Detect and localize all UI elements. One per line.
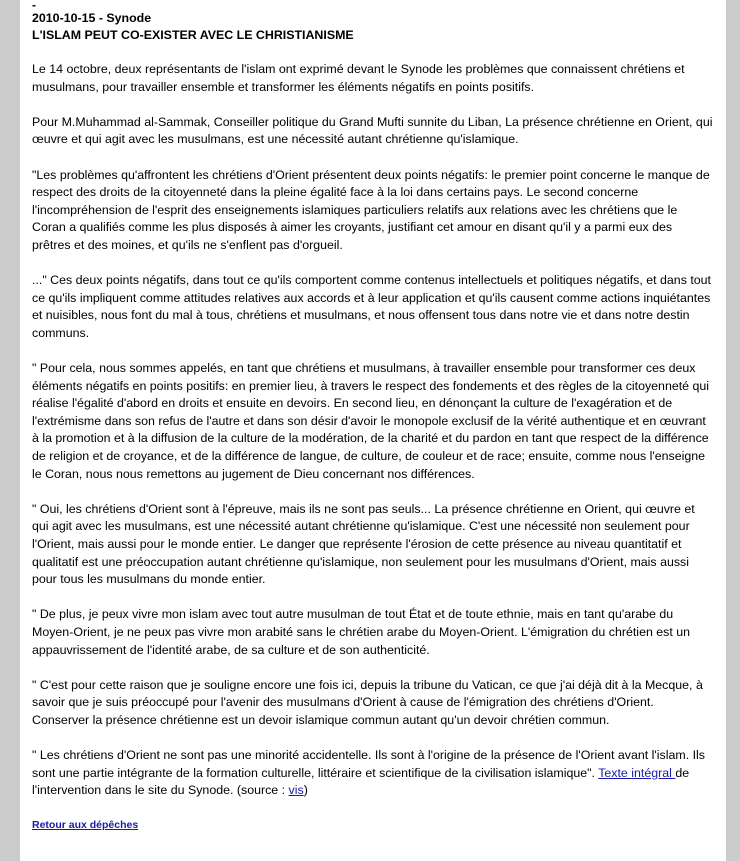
paragraph-1: Le 14 octobre, deux représentants de l'islam ont exprimé devant le Synode les problèmes que connaissent chrétiens et musulmans, pour travailler ensemble et transformer les éléments négatifs en points positifs.: [32, 62, 685, 94]
paragraph-8: " C'est pour cette raison que je souligne encore une fois ici, depuis la tribune du Vatican, ce que j'ai déjà dit à la Mecque, à savoir que je suis préoccupé pour l'avenir des musulmans d'Orient à cause de l'émigration des chrétiens d'Orient. Conserver la présence chrétienne est un devoir islamique commun autant qu'un devoir chrétien commun.: [32, 677, 703, 727]
paragraph-7: " De plus, je peux vivre mon islam avec tout autre musulman de tout État et de toute ethnie, mais en tant qu'arabe du Moyen-Orient, je ne peux pas vivre mon arabité sans le chrétien arabe du Moyen-Orient. L'émigration du chrétien est un appauvrissement de l'identité arabe, de sa culture et de son authenticité.: [32, 607, 691, 657]
article-content: [32, 0, 714, 832]
header-marker: -: [32, 0, 36, 12]
paragraph-2: Pour M.Muhammad al-Sammak, Conseiller politique du Grand Mufti sunnite du Liban, La présence chrétienne en Orient, qui œuvre et qui agit avec les musulmans, est une nécessité autant chrétienne qu'islamique.: [32, 114, 713, 147]
paragraph-9-closing: ): [303, 783, 308, 798]
paragraph-9-text: " Les chrétiens d'Orient ne sont pas une minorité accidentelle. Ils sont à l'origine de la présence de l'Orient avant l'islam. Ils sont une partie intégrante de la formation culturelle, littéraire et scientifique de la civilisation islamique".: [32, 748, 705, 780]
date-line: 2010-10-15 - Synode: [32, 11, 152, 25]
back-to-dispatches-link[interactable]: Retour aux dépêches: [32, 818, 139, 831]
paragraph-3: "Les problèmes qu'affrontent les chrétiens d'Orient présentent deux points négatifs: le premier point concerne le manque de respect des droits de la citoyenneté dans la pleine égalité face à la loi dans certains pays. Le second concerne l'incompréhension de l'esprit des enseignements islamiques particuliers relatifs aux relations avec les chrétiens que le Coran a qualifiés comme les plus disposés à aimer les croyants, justifiant cet amour en disant qu'il y a parmi eux des prêtres et des moines, et qu'ils ne s'enflent pas d'orgueil.: [32, 167, 710, 252]
back-link-container: [32, 818, 714, 832]
page-title: L'ISLAM PEUT CO-EXISTER AVEC LE CHRISTIANISME: [32, 28, 354, 42]
full-text-link[interactable]: Texte intégral: [598, 765, 676, 780]
paragraph-6: " Oui, les chrétiens d'Orient sont à l'épreuve, mais ils ne sont pas seuls... La présence chrétienne en Orient, qui œuvre et qui agit avec les musulmans, est une nécessité autant chrétienne qu'islamique. C'est une nécessité non seulement pour l'Orient, mais aussi pour le monde entier. Le danger que représente l'érosion de cette présence au niveau quantitatif et qualitatif est une préoccupation autant chrétienne qu'islamique, non seulement pour les musulmans d'Orient, mais aussi pour tous les musulmans du monde entier.: [32, 501, 695, 587]
paragraph-9: [32, 747, 714, 800]
paragraph-5: " Pour cela, nous sommes appelés, en tant que chrétiens et musulmans, à travailler ensemble pour transformer ces deux éléments négatifs en points positifs: en premier lieu, à travers le respect des fondements et des règles de la citoyenneté qui réalise l'égalité d'abord en droits et ensuite en devoirs. En second lieu, en dénonçant la culture de l'exagération et de l'extrémisme dans son refus de l'autre et dans son désir d'avoir le monopole exclusif de la vérité authentique et en œuvrant à la promotion et à la diffusion de la culture de la modération, de la charité et du pardon en tant que respect de la différence de religion et de croyance, et de la différence de langue, de culture, de couleur et de race; ensuite, comme nous l'enseigne le Coran, nous nous remettons au jugement de Dieu concernant nos différences.: [32, 361, 710, 481]
paragraph-4: ..." Ces deux points négatifs, dans tout ce qu'ils comportent comme contenus intellectuels et politiques négatifs, et dans tout ce qu'ils impliquent comme attitudes relatives aux accords et à leur application et qu'ils causent comme actions inquiétantes et nuisibles, nous font du mal à tous, chrétiens et musulmans, et nous offensent tous dans notre vie et dans notre destin communs.: [32, 273, 711, 340]
paragraph-9-source-text: de l'intervention dans le site du Synode. (source :: [32, 765, 690, 798]
page-panel: [20, 0, 726, 861]
source-link[interactable]: vis: [288, 783, 304, 798]
